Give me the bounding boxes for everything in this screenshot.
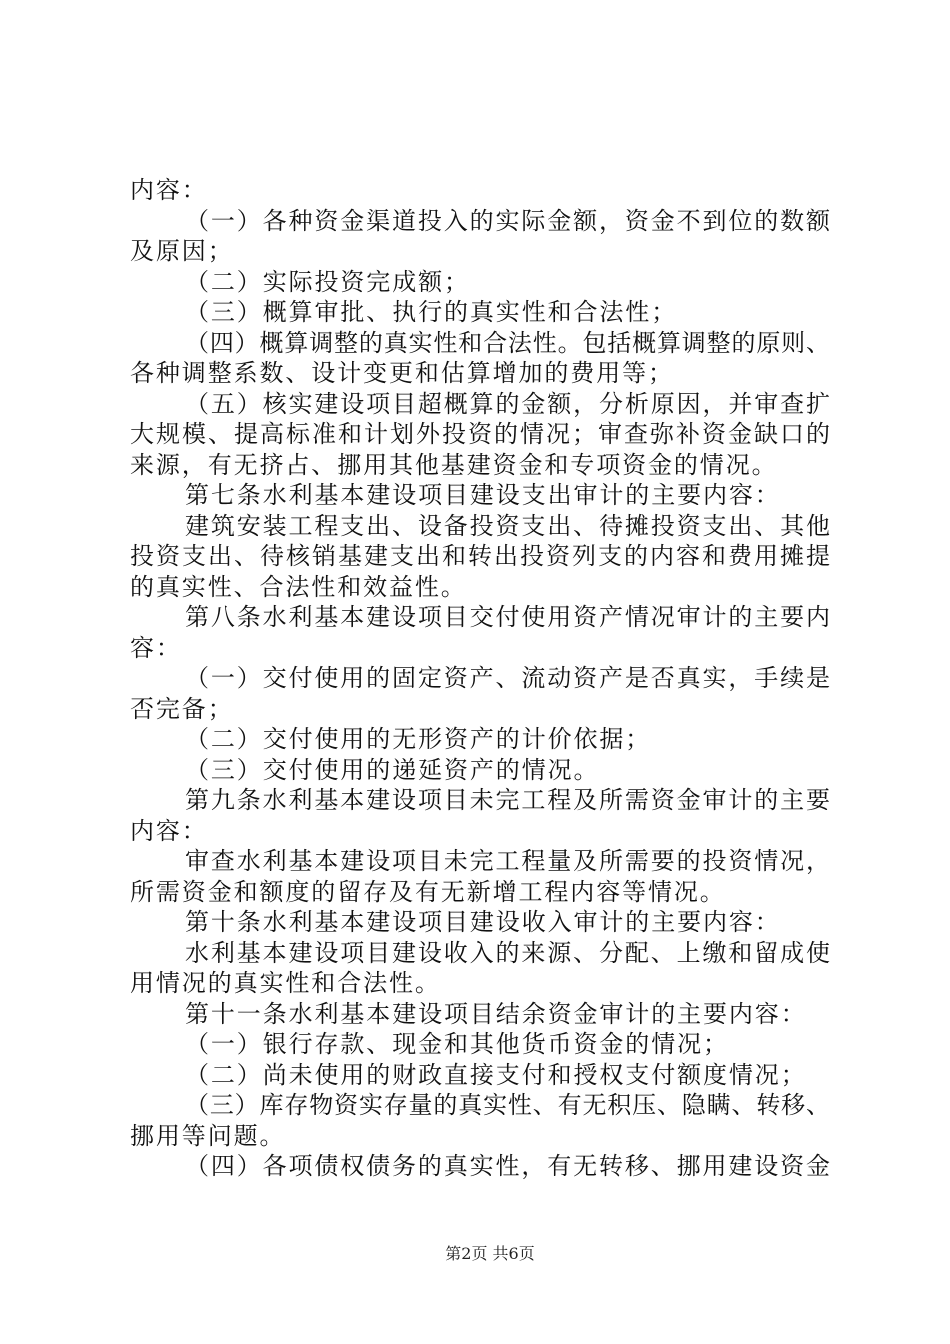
page-indicator: 第2页 共6页 [445, 1244, 535, 1263]
text-line: 建筑安装工程支出、设备投资支出、待摊投资支出、其他 [185, 511, 830, 540]
text-line: 大规模、提高标准和计划外投资的情况；审查弥补资金缺口的 [130, 420, 830, 448]
text-line: 水利基本建设项目建设收入的来源、分配、上缴和留成使 [185, 938, 830, 967]
text-line: 容： [130, 633, 182, 662]
text-line: 第十一条水利基本建设项目结余资金审计的主要内容： [185, 999, 807, 1028]
text-line: 第八条水利基本建设项目交付使用资产情况审计的主要内 [185, 603, 830, 631]
text-line: 各种调整系数、设计变更和估算增加的费用等； [130, 359, 674, 387]
text-line: 否完备； [130, 694, 234, 723]
text-line: 审查水利基本建设项目未完工程量及所需要的投资情况， [185, 847, 830, 875]
text-line: （一）银行存款、现金和其他货币资金的情况； [185, 1030, 729, 1058]
text-line: 用情况的真实性和合法性。 [130, 969, 441, 997]
text-line: （二）交付使用的无形资产的计价依据； [185, 725, 652, 753]
text-line: （五）核实建设项目超概算的金额，分析原因，并审查扩 [185, 389, 830, 418]
text-line: （四）各项债权债务的真实性，有无转移、挪用建设资金 [185, 1152, 830, 1180]
text-line: （二）实际投资完成额； [185, 267, 470, 296]
text-line: 内容： [130, 816, 208, 845]
text-line: 挪用等问题。 [130, 1121, 286, 1150]
text-line: 第十条水利基本建设项目建设收入审计的主要内容： [185, 908, 781, 936]
text-line: 及原因； [130, 237, 234, 265]
text-line: 所需资金和额度的留存及有无新增工程内容等情况。 [130, 877, 726, 906]
text-line: （一）各种资金渠道投入的实际金额，资金不到位的数额 [185, 206, 830, 235]
text-line: （三）库存物资实存量的真实性、有无积压、隐瞒、转移、 [185, 1091, 830, 1119]
body-text [130, 175, 830, 1182]
text-line: （四）概算调整的真实性和合法性。包括概算调整的原则、 [185, 328, 830, 357]
text-line: 第七条水利基本建设项目建设支出审计的主要内容： [185, 481, 781, 509]
text-line: （一）交付使用的固定资产、流动资产是否真实，手续是 [185, 664, 830, 692]
text-line: 内容： [130, 176, 208, 204]
text-line: 来源，有无挤占、挪用其他基建资金和专项资金的情况。 [130, 450, 778, 479]
text-line: （三）概算审批、执行的真实性和合法性； [185, 298, 678, 326]
text-line: 第九条水利基本建设项目未完工程及所需资金审计的主要 [185, 786, 830, 814]
text-line: （三）交付使用的递延资产的情况。 [185, 755, 600, 784]
text-line: （二）尚未使用的财政直接支付和授权支付额度情况； [185, 1060, 807, 1089]
text-line: 的真实性、合法性和效益性。 [130, 572, 467, 601]
text-line: 投资支出、待核销基建支出和转出投资列支的内容和费用摊提 [130, 542, 830, 570]
